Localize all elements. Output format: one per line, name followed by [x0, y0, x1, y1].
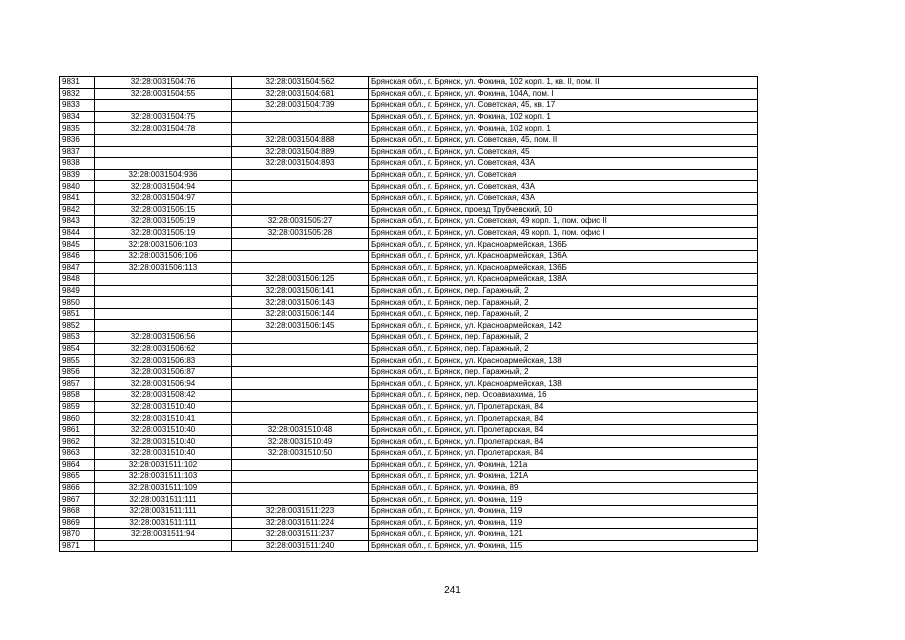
address-cell: Брянская обл., г. Брянск, пер. Гаражный, 2	[369, 285, 758, 297]
related-cadastral-number-cell	[232, 169, 369, 181]
table-row	[60, 505, 758, 517]
cadastral-number-cell: 32:28:0031511:94	[95, 529, 232, 541]
row-number-cell: 9856	[60, 366, 95, 378]
cadastral-number-cell: 32:28:0031504:94	[95, 181, 232, 193]
cadastral-number-cell: 32:28:0031506:87	[95, 366, 232, 378]
related-cadastral-number-cell	[232, 181, 369, 193]
related-cadastral-number-cell	[232, 343, 369, 355]
table-row	[60, 494, 758, 506]
address-cell: Брянская обл., г. Брянск, ул. Пролетарская, 84	[369, 401, 758, 413]
table-row	[60, 482, 758, 494]
row-number-cell: 9842	[60, 204, 95, 216]
address-cell: Брянская обл., г. Брянск, ул. Советская, 49 корп. 1, пом. офис II	[369, 216, 758, 228]
related-cadastral-number-cell: 32:28:0031510:48	[232, 424, 369, 436]
table-row	[60, 471, 758, 483]
table-row	[60, 181, 758, 193]
table-row	[60, 378, 758, 390]
address-cell: Брянская обл., г. Брянск, ул. Пролетарская, 84	[369, 448, 758, 460]
address-cell: Брянская обл., г. Брянск, ул. Советская, 43А	[369, 192, 758, 204]
row-number-cell: 9831	[60, 77, 95, 89]
related-cadastral-number-cell: 32:28:0031511:240	[232, 540, 369, 552]
cadastral-number-cell: 32:28:0031511:109	[95, 482, 232, 494]
table-row	[60, 169, 758, 181]
related-cadastral-number-cell: 32:28:0031504:739	[232, 100, 369, 112]
address-cell: Брянская обл., г. Брянск, пер. Осоавиахима, 16	[369, 390, 758, 402]
row-number-cell: 9870	[60, 529, 95, 541]
address-cell: Брянская обл., г. Брянск, ул. Фокина, 119	[369, 517, 758, 529]
cadastral-number-cell: 32:28:0031510:40	[95, 401, 232, 413]
row-number-cell: 9868	[60, 505, 95, 517]
table-row	[60, 517, 758, 529]
cadastral-number-cell: 32:28:0031506:106	[95, 250, 232, 262]
table-row	[60, 274, 758, 286]
row-number-cell: 9843	[60, 216, 95, 228]
related-cadastral-number-cell	[232, 459, 369, 471]
cadastral-number-cell: 32:28:0031506:83	[95, 355, 232, 367]
address-cell: Брянская обл., г. Брянск, ул. Пролетарская, 84	[369, 436, 758, 448]
row-number-cell: 9838	[60, 158, 95, 170]
table-row	[60, 355, 758, 367]
address-cell: Брянская обл., г. Брянск, пер. Гаражный, 2	[369, 308, 758, 320]
related-cadastral-number-cell: 32:28:0031510:50	[232, 448, 369, 460]
table-row	[60, 424, 758, 436]
cadastral-number-cell: 32:28:0031511:111	[95, 517, 232, 529]
row-number-cell: 9837	[60, 146, 95, 158]
address-cell: Брянская обл., г. Брянск, пер. Гаражный, 2	[369, 332, 758, 344]
address-cell: Брянская обл., г. Брянск, ул. Фокина, 102 корп. 1, кв. II, пом. II	[369, 77, 758, 89]
table-row	[60, 297, 758, 309]
related-cadastral-number-cell	[232, 366, 369, 378]
row-number-cell: 9848	[60, 274, 95, 286]
row-number-cell: 9850	[60, 297, 95, 309]
related-cadastral-number-cell: 32:28:0031506:141	[232, 285, 369, 297]
cadastral-number-cell	[95, 158, 232, 170]
table-row	[60, 123, 758, 135]
related-cadastral-number-cell: 32:28:0031510:49	[232, 436, 369, 448]
row-number-cell: 9832	[60, 88, 95, 100]
registry-table-body	[60, 77, 758, 552]
address-cell: Брянская обл., г. Брянск, ул. Красноармейская, 138	[369, 378, 758, 390]
related-cadastral-number-cell	[232, 239, 369, 251]
address-cell: Брянская обл., г. Брянск, ул. Советская, 45, пом. II	[369, 134, 758, 146]
address-cell: Брянская обл., г. Брянск, ул. Красноармейская, 136А	[369, 250, 758, 262]
related-cadastral-number-cell: 32:28:0031505:28	[232, 227, 369, 239]
table-row	[60, 239, 758, 251]
row-number-cell: 9845	[60, 239, 95, 251]
table-row	[60, 100, 758, 112]
related-cadastral-number-cell: 32:28:0031504:562	[232, 77, 369, 89]
row-number-cell: 9864	[60, 459, 95, 471]
related-cadastral-number-cell: 32:28:0031504:888	[232, 134, 369, 146]
table-row	[60, 308, 758, 320]
row-number-cell: 9863	[60, 448, 95, 460]
row-number-cell: 9861	[60, 424, 95, 436]
cadastral-number-cell: 32:28:0031504:97	[95, 192, 232, 204]
related-cadastral-number-cell	[232, 192, 369, 204]
cadastral-number-cell	[95, 308, 232, 320]
address-cell: Брянская обл., г. Брянск, ул. Советская, 43А	[369, 181, 758, 193]
address-cell: Брянская обл., г. Брянск, ул. Фокина, 89	[369, 482, 758, 494]
address-cell: Брянская обл., г. Брянск, ул. Фокина, 121	[369, 529, 758, 541]
cadastral-number-cell: 32:28:0031504:55	[95, 88, 232, 100]
related-cadastral-number-cell	[232, 390, 369, 402]
row-number-cell: 9846	[60, 250, 95, 262]
related-cadastral-number-cell	[232, 123, 369, 135]
related-cadastral-number-cell: 32:28:0031511:223	[232, 505, 369, 517]
address-cell: Брянская обл., г. Брянск, ул. Пролетарская, 84	[369, 413, 758, 425]
related-cadastral-number-cell: 32:28:0031506:144	[232, 308, 369, 320]
cadastral-number-cell: 32:28:0031504:936	[95, 169, 232, 181]
related-cadastral-number-cell	[232, 471, 369, 483]
table-row	[60, 111, 758, 123]
table-row	[60, 134, 758, 146]
row-number-cell: 9836	[60, 134, 95, 146]
cadastral-number-cell	[95, 134, 232, 146]
address-cell: Брянская обл., г. Брянск, ул. Советская, 49 корп. 1, пом. офис I	[369, 227, 758, 239]
address-cell: Брянская обл., г. Брянск, ул. Советская, 45, кв. 17	[369, 100, 758, 112]
table-row	[60, 343, 758, 355]
cadastral-number-cell: 32:28:0031510:40	[95, 424, 232, 436]
row-number-cell: 9841	[60, 192, 95, 204]
related-cadastral-number-cell	[232, 250, 369, 262]
table-row	[60, 146, 758, 158]
cadastral-number-cell	[95, 100, 232, 112]
row-number-cell: 9859	[60, 401, 95, 413]
address-cell: Брянская обл., г. Брянск, проезд Трубчевский, 10	[369, 204, 758, 216]
address-cell: Брянская обл., г. Брянск, пер. Гаражный, 2	[369, 366, 758, 378]
cadastral-number-cell: 32:28:0031511:111	[95, 505, 232, 517]
address-cell: Брянская обл., г. Брянск, ул. Пролетарская, 84	[369, 424, 758, 436]
related-cadastral-number-cell	[232, 482, 369, 494]
cadastral-number-cell	[95, 146, 232, 158]
cadastral-number-cell: 32:28:0031506:62	[95, 343, 232, 355]
cadastral-number-cell: 32:28:0031504:78	[95, 123, 232, 135]
row-number-cell: 9839	[60, 169, 95, 181]
related-cadastral-number-cell	[232, 378, 369, 390]
row-number-cell: 9840	[60, 181, 95, 193]
table-row	[60, 158, 758, 170]
address-cell: Брянская обл., г. Брянск, ул. Красноармейская, 136Б	[369, 239, 758, 251]
cadastral-number-cell: 32:28:0031510:41	[95, 413, 232, 425]
address-cell: Брянская обл., г. Брянск, ул. Красноармейская, 138А	[369, 274, 758, 286]
related-cadastral-number-cell: 32:28:0031506:125	[232, 274, 369, 286]
table-row	[60, 204, 758, 216]
address-cell: Брянская обл., г. Брянск, ул. Фокина, 102 корп. 1	[369, 123, 758, 135]
table-row	[60, 448, 758, 460]
row-number-cell: 9860	[60, 413, 95, 425]
table-row	[60, 88, 758, 100]
address-cell: Брянская обл., г. Брянск, ул. Фокина, 121а	[369, 459, 758, 471]
table-row	[60, 366, 758, 378]
cadastral-number-cell: 32:28:0031504:76	[95, 77, 232, 89]
address-cell: Брянская обл., г. Брянск, ул. Советская, 45	[369, 146, 758, 158]
address-cell: Брянская обл., г. Брянск, ул. Красноармейская, 142	[369, 320, 758, 332]
row-number-cell: 9833	[60, 100, 95, 112]
table-row	[60, 320, 758, 332]
cadastral-number-cell: 32:28:0031506:94	[95, 378, 232, 390]
address-cell: Брянская обл., г. Брянск, пер. Гаражный, 2	[369, 343, 758, 355]
cadastral-number-cell: 32:28:0031505:19	[95, 227, 232, 239]
cadastral-number-cell: 32:28:0031510:40	[95, 448, 232, 460]
row-number-cell: 9869	[60, 517, 95, 529]
row-number-cell: 9834	[60, 111, 95, 123]
related-cadastral-number-cell: 32:28:0031504:893	[232, 158, 369, 170]
row-number-cell: 9871	[60, 540, 95, 552]
address-cell: Брянская обл., г. Брянск, ул. Красноармейская, 136Б	[369, 262, 758, 274]
related-cadastral-number-cell	[232, 204, 369, 216]
cadastral-number-cell	[95, 274, 232, 286]
table-row	[60, 227, 758, 239]
related-cadastral-number-cell	[232, 413, 369, 425]
address-cell: Брянская обл., г. Брянск, ул. Фокина, 121А	[369, 471, 758, 483]
table-row	[60, 285, 758, 297]
row-number-cell: 9857	[60, 378, 95, 390]
page-number: 241	[444, 585, 461, 596]
row-number-cell: 9867	[60, 494, 95, 506]
cadastral-number-cell: 32:28:0031506:113	[95, 262, 232, 274]
related-cadastral-number-cell: 32:28:0031505:27	[232, 216, 369, 228]
address-cell: Брянская обл., г. Брянск, ул. Фокина, 119	[369, 505, 758, 517]
cadastral-number-cell	[95, 540, 232, 552]
cadastral-number-cell: 32:28:0031511:102	[95, 459, 232, 471]
registry-table	[59, 76, 758, 552]
address-cell: Брянская обл., г. Брянск, ул. Фокина, 102 корп. 1	[369, 111, 758, 123]
row-number-cell: 9862	[60, 436, 95, 448]
row-number-cell: 9855	[60, 355, 95, 367]
table-row	[60, 77, 758, 89]
address-cell: Брянская обл., г. Брянск, ул. Советская	[369, 169, 758, 181]
cadastral-number-cell	[95, 320, 232, 332]
related-cadastral-number-cell: 32:28:0031504:681	[232, 88, 369, 100]
cadastral-number-cell: 32:28:0031510:40	[95, 436, 232, 448]
row-number-cell: 9847	[60, 262, 95, 274]
cadastral-number-cell: 32:28:0031504:75	[95, 111, 232, 123]
row-number-cell: 9844	[60, 227, 95, 239]
cadastral-number-cell	[95, 297, 232, 309]
row-number-cell: 9858	[60, 390, 95, 402]
table-row	[60, 459, 758, 471]
row-number-cell: 9865	[60, 471, 95, 483]
related-cadastral-number-cell: 32:28:0031504:889	[232, 146, 369, 158]
related-cadastral-number-cell: 32:28:0031506:143	[232, 297, 369, 309]
related-cadastral-number-cell: 32:28:0031511:237	[232, 529, 369, 541]
cadastral-number-cell	[95, 285, 232, 297]
row-number-cell: 9851	[60, 308, 95, 320]
cadastral-number-cell: 32:28:0031506:56	[95, 332, 232, 344]
row-number-cell: 9854	[60, 343, 95, 355]
table-row	[60, 413, 758, 425]
cadastral-number-cell: 32:28:0031508:42	[95, 390, 232, 402]
related-cadastral-number-cell: 32:28:0031506:145	[232, 320, 369, 332]
related-cadastral-number-cell	[232, 401, 369, 413]
table-row	[60, 250, 758, 262]
row-number-cell: 9866	[60, 482, 95, 494]
related-cadastral-number-cell	[232, 332, 369, 344]
cadastral-number-cell: 32:28:0031506:103	[95, 239, 232, 251]
address-cell: Брянская обл., г. Брянск, ул. Фокина, 119	[369, 494, 758, 506]
table-row	[60, 401, 758, 413]
address-cell: Брянская обл., г. Брянск, ул. Фокина, 104А, пом. I	[369, 88, 758, 100]
related-cadastral-number-cell	[232, 111, 369, 123]
table-row	[60, 332, 758, 344]
cadastral-number-cell: 32:28:0031511:103	[95, 471, 232, 483]
table-row	[60, 262, 758, 274]
cadastral-number-cell: 32:28:0031505:15	[95, 204, 232, 216]
table-row	[60, 216, 758, 228]
cadastral-number-cell: 32:28:0031511:111	[95, 494, 232, 506]
related-cadastral-number-cell: 32:28:0031511:224	[232, 517, 369, 529]
table-row	[60, 529, 758, 541]
table-row	[60, 436, 758, 448]
row-number-cell: 9835	[60, 123, 95, 135]
row-number-cell: 9849	[60, 285, 95, 297]
table-row	[60, 192, 758, 204]
address-cell: Брянская обл., г. Брянск, пер. Гаражный, 2	[369, 297, 758, 309]
address-cell: Брянская обл., г. Брянск, ул. Советская, 43А	[369, 158, 758, 170]
table-row	[60, 390, 758, 402]
row-number-cell: 9853	[60, 332, 95, 344]
related-cadastral-number-cell	[232, 355, 369, 367]
table-row	[60, 540, 758, 552]
row-number-cell: 9852	[60, 320, 95, 332]
address-cell: Брянская обл., г. Брянск, ул. Красноармейская, 138	[369, 355, 758, 367]
related-cadastral-number-cell	[232, 262, 369, 274]
address-cell: Брянская обл., г. Брянск, ул. Фокина, 115	[369, 540, 758, 552]
related-cadastral-number-cell	[232, 494, 369, 506]
cadastral-number-cell: 32:28:0031505:19	[95, 216, 232, 228]
